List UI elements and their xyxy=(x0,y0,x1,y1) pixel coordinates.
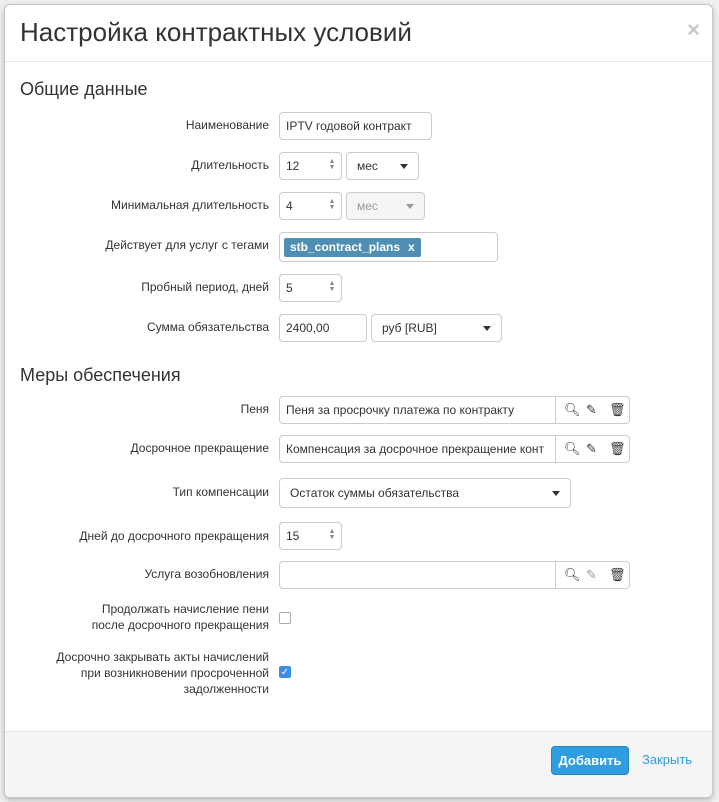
stepper-icon[interactable]: ▲ ▼ xyxy=(328,528,336,541)
duration-input[interactable] xyxy=(279,152,342,180)
tags-input[interactable] xyxy=(279,232,498,262)
days-to-term-value: 15 xyxy=(286,529,300,543)
stepper-icon[interactable]: ▲ ▼ xyxy=(328,198,336,211)
continue-penalty-label xyxy=(92,601,269,633)
trash-icon[interactable]: 🗑︎ xyxy=(609,402,626,417)
currency-value: руб [RUB] xyxy=(382,321,437,335)
tags-label: Действует для услуг с тегами xyxy=(105,238,269,252)
penalty-input[interactable]: Пеня за просрочку платежа по контракту xyxy=(279,396,556,424)
edit-icon[interactable]: ✎ xyxy=(586,402,597,417)
compensation-type-select[interactable] xyxy=(279,478,571,508)
duration-unit-value: мес xyxy=(357,159,378,173)
close-acts-label-line1: Досрочно закрывать акты начислений xyxy=(56,650,269,664)
min-duration-label: Минимальная длительность xyxy=(111,198,269,212)
close-acts-checkbox[interactable]: ✓ xyxy=(280,667,290,678)
close-link[interactable]: Закрыть xyxy=(642,752,693,767)
dialog-footer xyxy=(5,731,712,797)
chevron-down-icon xyxy=(400,164,408,169)
duration-unit-select[interactable] xyxy=(346,152,419,180)
edit-icon[interactable]: ✎ xyxy=(586,441,597,456)
chevron-down-icon xyxy=(483,326,491,331)
renewal-service-label: Услуга возобновления xyxy=(144,567,269,581)
days-to-term-label: Дней до досрочного прекращения xyxy=(79,529,269,543)
early-term-actions xyxy=(556,435,630,463)
min-duration-unit-select xyxy=(346,192,425,220)
tag-chip xyxy=(284,238,421,257)
dialog-title: Настройка контрактных условий xyxy=(20,17,412,47)
section-general-title: Общие данные xyxy=(20,79,148,99)
min-duration-value: 4 xyxy=(286,199,293,213)
commitment-input[interactable]: 2400,00 xyxy=(279,314,367,342)
penalty-actions xyxy=(556,396,630,424)
close-acts-label-line2: при возникновении просроченной xyxy=(80,666,269,680)
min-duration-input[interactable] xyxy=(279,192,342,220)
tag-remove-icon[interactable]: x xyxy=(408,240,415,254)
duration-value: 12 xyxy=(286,159,300,173)
trial-input[interactable] xyxy=(279,274,342,302)
chevron-down-icon xyxy=(406,204,414,209)
tag-chip-label: stb_contract_plans xyxy=(290,240,401,254)
stepper-icon[interactable]: ▲ ▼ xyxy=(328,158,336,171)
trial-value: 5 xyxy=(286,281,293,295)
days-to-term-input[interactable] xyxy=(279,522,342,550)
close-acts-label-line3: задолженности xyxy=(183,682,269,696)
close-acts-label xyxy=(56,649,269,697)
trial-label: Пробный период, дней xyxy=(141,280,269,294)
search-icon[interactable]: 🔍︎ xyxy=(564,567,581,582)
min-duration-unit-value: мес xyxy=(357,199,378,213)
renewal-service-actions xyxy=(556,561,630,589)
compensation-type-value: Остаток суммы обязательства xyxy=(290,486,460,500)
continue-penalty-checkbox[interactable] xyxy=(279,612,291,624)
close-icon[interactable]: × xyxy=(687,17,700,42)
name-input[interactable]: IPTV годовой контракт xyxy=(279,112,432,140)
search-icon[interactable]: 🔍︎ xyxy=(564,441,581,456)
currency-select[interactable] xyxy=(371,314,502,342)
add-button[interactable]: Добавить xyxy=(551,746,629,775)
duration-label: Длительность xyxy=(191,158,269,172)
early-term-label: Досрочное прекращение xyxy=(130,441,269,455)
compensation-type-label: Тип компенсации xyxy=(172,485,269,499)
continue-penalty-label-line2: после досрочного прекращения xyxy=(91,618,269,632)
penalty-label: Пеня xyxy=(240,402,269,416)
name-label: Наименование xyxy=(185,118,269,132)
continue-penalty-label-line1: Продолжать начисление пени xyxy=(101,602,269,616)
section-security-title: Меры обеспечения xyxy=(20,365,181,385)
contract-terms-dialog xyxy=(4,4,713,798)
stepper-icon[interactable]: ▲ ▼ xyxy=(328,280,336,293)
trash-icon[interactable]: 🗑︎ xyxy=(609,567,626,582)
commitment-label: Сумма обязательства xyxy=(146,320,269,334)
edit-icon: ✎ xyxy=(586,567,597,582)
chevron-down-icon xyxy=(552,491,560,496)
search-icon[interactable]: 🔍︎ xyxy=(564,402,581,417)
renewal-service-input[interactable] xyxy=(279,561,556,589)
trash-icon[interactable]: 🗑︎ xyxy=(609,441,626,456)
dialog-header xyxy=(5,5,712,62)
early-term-input[interactable]: Компенсация за досрочное прекращение конт xyxy=(279,435,556,463)
